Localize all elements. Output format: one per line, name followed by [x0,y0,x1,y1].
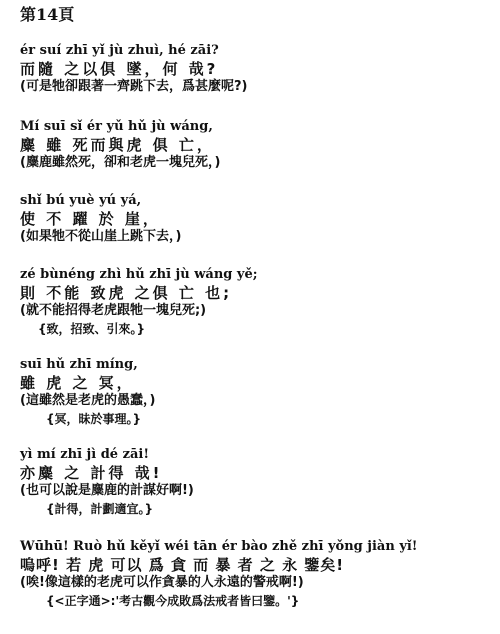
paraphrase-line: (就不能招得老虎跟牠一塊兒死;) [20,303,207,318]
paraphrase-line: (如果牠不從山崖上跳下去，) [20,229,182,244]
classical-text-line: 嗚呼! 若 虎 可以 爲 貪 而 暴 者 之 永 鑒矣! [20,556,345,574]
pinyin-line: ér suí zhī yǐ jù zhuì, hé zāi? [20,43,219,58]
verse-block-4 [20,266,490,338]
pinyin-line: Wūhū! Ruò hǔ kěyǐ wéi tān ér bào zhě zhī yǒng jiàn yǐ! [20,539,418,554]
classical-text-line: 亦麋 之 計得 哉! [20,464,163,482]
annotation-line: {冥，昧於事理。} [46,412,142,426]
classical-text-line: 使 不 躍 於 崖， [20,210,161,228]
paraphrase-line: (這雖然是老虎的愚蠢，) [20,393,156,408]
pinyin-line: shǐ bú yuè yú yá, [20,193,142,208]
classical-text-line: 則 不能 致虎 之俱 亡 也; [20,284,233,302]
paraphrase-line: (可是牠卻跟著一齊跳下去，爲甚麼呢?) [20,79,248,94]
pinyin-line: yì mí zhī jì dé zāi! [20,447,150,462]
verse-block-1 [20,42,490,96]
classical-text-line: 而隨 之以俱 墜，何 哉? [20,60,219,78]
annotation-line: {致，招致、引來。} [38,322,146,336]
pinyin-line: suī hǔ zhī míng, [20,357,138,372]
verse-block-2 [20,118,490,172]
classical-text-line: 雖 虎 之 冥， [20,374,135,392]
annotation-line: {計得，計劃適宜。} [46,502,154,516]
pinyin-line: zé bùnéng zhì hǔ zhī jù wáng yě; [20,267,258,282]
verse-block-5 [20,356,490,428]
paraphrase-line: (唉!像這樣的老虎可以作貪暴的人永遠的警戒啊!) [20,575,304,590]
annotation-line: {<正字通>:'考古觀今成敗爲法戒者皆曰鑒。'} [46,594,300,608]
paraphrase-line: (也可以說是麋鹿的計謀好啊!) [20,483,194,498]
verse-block-6 [20,446,490,518]
page-number: 第14頁 [20,5,75,24]
verse-block-7 [20,538,490,610]
paraphrase-line: (麋鹿雖然死，卻和老虎一塊兒死，) [20,155,221,170]
pinyin-line: Mí suī sǐ ér yǔ hǔ jù wáng, [20,119,213,134]
verse-block-3 [20,192,490,246]
classical-text-line: 麋 雖 死而與虎 俱 亡， [20,136,215,154]
